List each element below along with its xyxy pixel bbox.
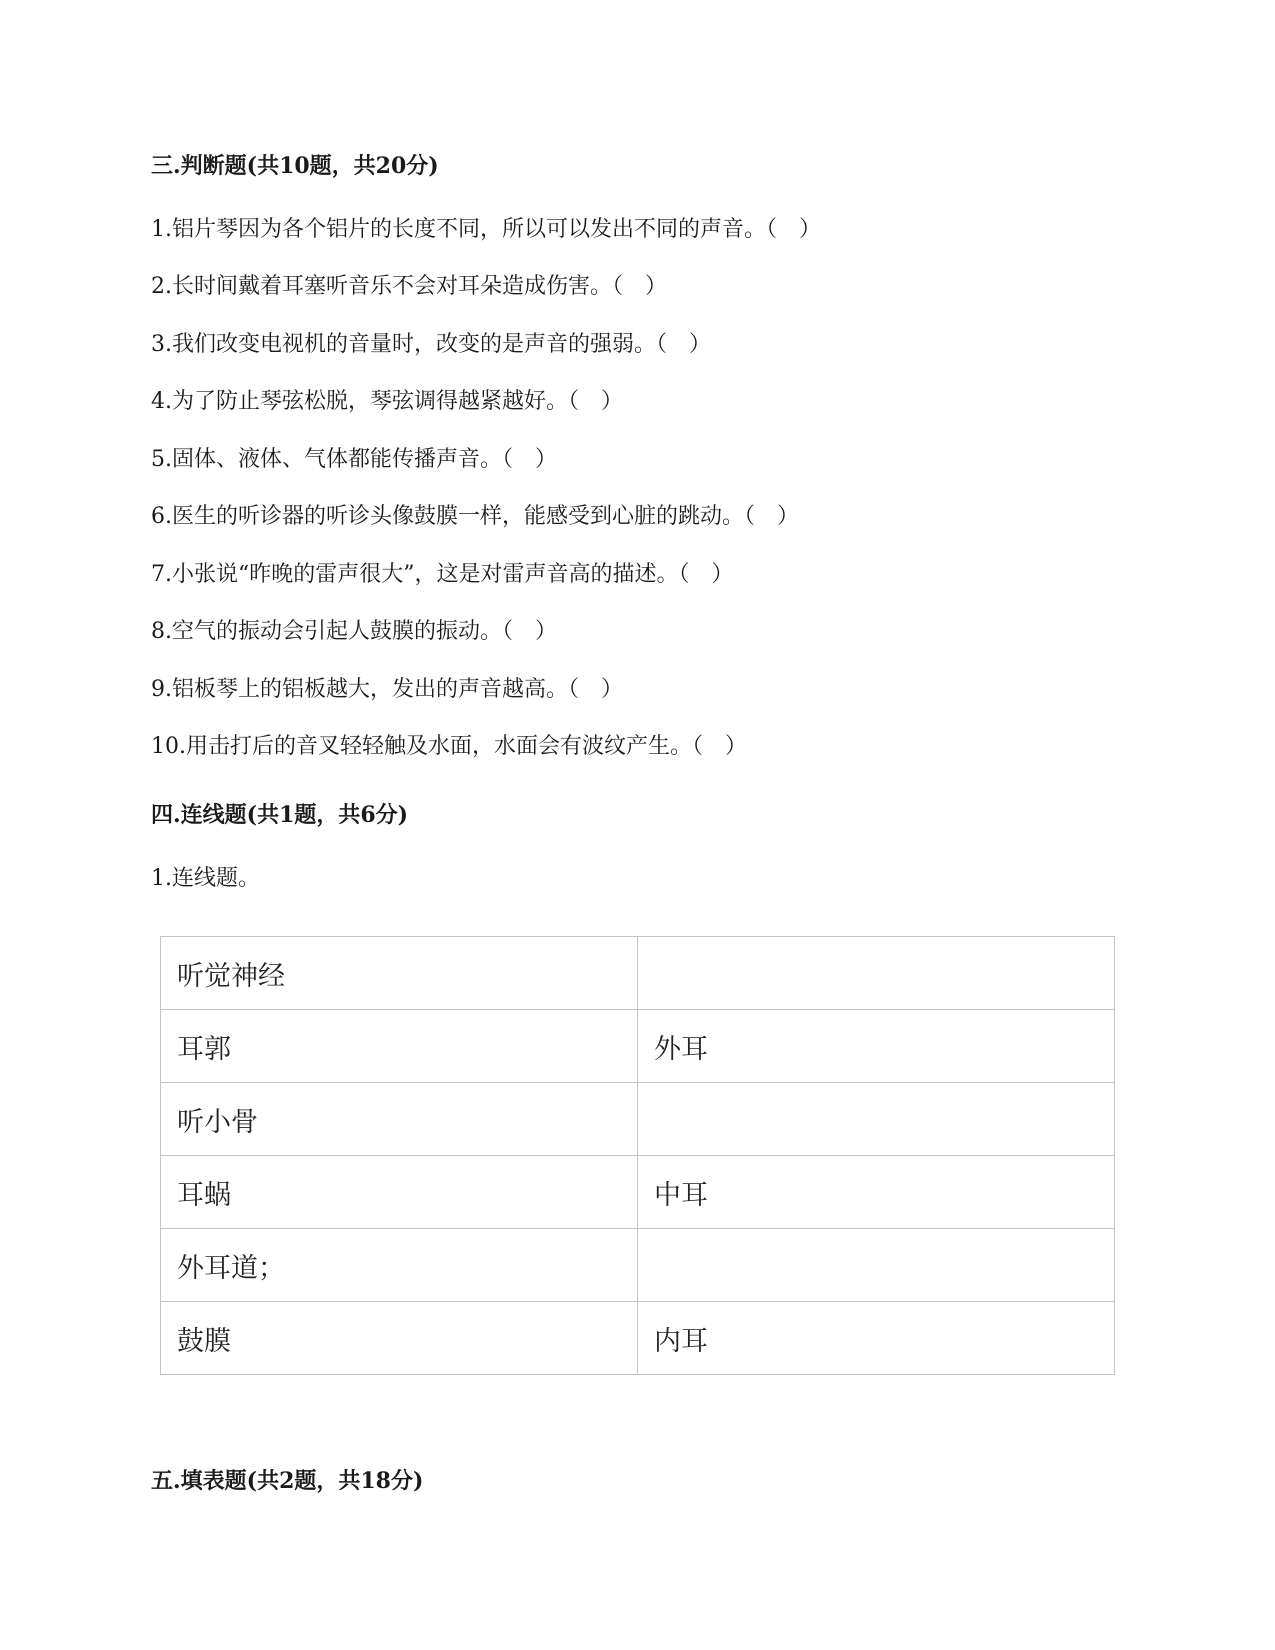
section-4-heading: 四.连线题(共1题，共6分) <box>151 802 409 828</box>
table-cell-region: 外耳 <box>638 1010 1115 1083</box>
table-cell-region: 中耳 <box>638 1156 1115 1229</box>
table-row <box>161 1302 1115 1375</box>
judgment-question-4: 4.为了防止琴弦松脱，琴弦调得越紧越好。（ ） <box>151 389 623 414</box>
judgment-question-7: 7.小张说“昨晚的雷声很大”，这是对雷声音高的描述。（ ） <box>151 562 734 587</box>
table-row <box>161 1229 1115 1302</box>
judgment-question-5: 5.固体、液体、气体都能传播声音。（ ） <box>151 447 557 472</box>
table-cell-part: 耳蜗 <box>161 1156 638 1229</box>
table-row <box>161 1156 1115 1229</box>
table-cell-part: 外耳道； <box>161 1229 638 1302</box>
section-3-heading: 三.判断题(共10题，共20分) <box>151 153 439 179</box>
judgment-question-6: 6.医生的听诊器的听诊头像鼓膜一样，能感受到心脏的跳动。（ ） <box>151 504 799 529</box>
judgment-question-9: 9.铝板琴上的铝板越大，发出的声音越高。（ ） <box>151 677 623 702</box>
table-cell-part: 鼓膜 <box>161 1302 638 1375</box>
table-cell-part: 耳郭 <box>161 1010 638 1083</box>
table-row <box>161 1010 1115 1083</box>
judgment-question-8: 8.空气的振动会引起人鼓膜的振动。（ ） <box>151 619 557 644</box>
matching-table <box>160 936 1115 1375</box>
section-5-heading: 五.填表题(共2题，共18分) <box>151 1468 424 1494</box>
table-cell-region <box>638 1229 1115 1302</box>
judgment-question-3: 3.我们改变电视机的音量时，改变的是声音的强弱。（ ） <box>151 332 711 357</box>
matching-question-1: 1.连线题。 <box>151 866 260 891</box>
judgment-question-10: 10.用击打后的音叉轻轻触及水面，水面会有波纹产生。（ ） <box>151 734 747 759</box>
table-cell-region: 内耳 <box>638 1302 1115 1375</box>
table-row <box>161 1083 1115 1156</box>
table-cell-region <box>638 937 1115 1010</box>
table-cell-part: 听觉神经 <box>161 937 638 1010</box>
judgment-question-1: 1.铝片琴因为各个铝片的长度不同，所以可以发出不同的声音。（ ） <box>151 217 821 242</box>
table-row <box>161 937 1115 1010</box>
judgment-question-2: 2.长时间戴着耳塞听音乐不会对耳朵造成伤害。（ ） <box>151 274 667 299</box>
table-cell-region <box>638 1083 1115 1156</box>
table-cell-part: 听小骨 <box>161 1083 638 1156</box>
